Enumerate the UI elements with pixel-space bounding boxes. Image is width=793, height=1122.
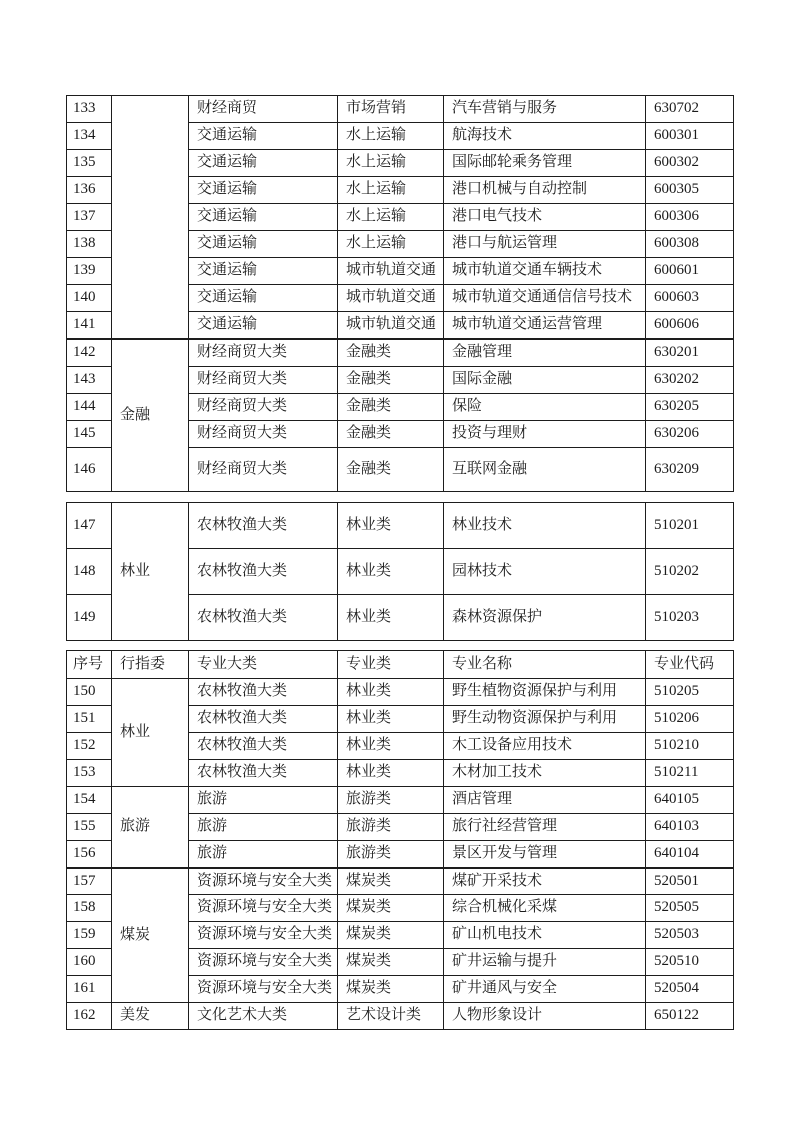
cell-major-class: 金融类: [338, 340, 444, 367]
cell-major-name: 煤矿开采技术: [444, 868, 646, 895]
major-row: [67, 1003, 734, 1030]
cell-major-category: 交通运输: [189, 258, 338, 285]
cell-committee-group: 林业: [112, 679, 189, 787]
cell-major-code: 630206: [646, 421, 734, 448]
cell-serial-no: 144: [67, 394, 112, 421]
cell-committee-group: 美发: [112, 1003, 189, 1030]
cell-major-class: 煤炭类: [338, 895, 444, 922]
cell-major-code: 510211: [646, 760, 734, 787]
cell-major-class: 林业类: [338, 595, 444, 641]
cell-serial-no: 157: [67, 868, 112, 895]
cell-serial-no: 138: [67, 231, 112, 258]
cell-major-class: 艺术设计类: [338, 1003, 444, 1030]
cell-major-name: 木材加工技术: [444, 760, 646, 787]
cell-major-code: 630201: [646, 340, 734, 367]
cell-major-name: 森林资源保护: [444, 595, 646, 641]
cell-major-class: 城市轨道交通: [338, 312, 444, 339]
cell-major-category: 交通运输: [189, 312, 338, 339]
cell-serial-no: 133: [67, 96, 112, 123]
cell-serial-no: 143: [67, 367, 112, 394]
cell-major-class: 林业类: [338, 503, 444, 549]
cell-major-category: 财经商贸大类: [189, 448, 338, 492]
cell-major-class: 煤炭类: [338, 922, 444, 949]
cell-serial-no: 151: [67, 706, 112, 733]
cell-major-name: 人物形象设计: [444, 1003, 646, 1030]
cell-major-name: 矿井运输与提升: [444, 949, 646, 976]
header-committee: 行指委: [112, 651, 189, 679]
cell-major-category: 财经商贸: [189, 96, 338, 123]
cell-serial-no: 135: [67, 150, 112, 177]
cell-major-category: 交通运输: [189, 285, 338, 312]
major-row: [67, 340, 734, 367]
cell-major-category: 资源环境与安全大类: [189, 949, 338, 976]
cell-serial-no: 142: [67, 340, 112, 367]
cell-serial-no: 158: [67, 895, 112, 922]
cell-major-class: 水上运输: [338, 177, 444, 204]
cell-major-class: 旅游类: [338, 787, 444, 814]
cell-major-class: 水上运输: [338, 231, 444, 258]
header-major-name: 专业名称: [444, 651, 646, 679]
cell-major-name: 景区开发与管理: [444, 841, 646, 868]
header-no: 序号: [67, 651, 112, 679]
cell-committee-group: [112, 96, 189, 339]
cell-committee-group: 林业: [112, 503, 189, 641]
cell-major-name: 野生动物资源保护与利用: [444, 706, 646, 733]
cell-major-category: 交通运输: [189, 123, 338, 150]
cell-serial-no: 155: [67, 814, 112, 841]
major-row: [67, 787, 734, 814]
cell-major-code: 600301: [646, 123, 734, 150]
header-major-code: 专业代码: [646, 651, 734, 679]
cell-committee-group: 旅游: [112, 787, 189, 868]
majors-catalog-table: [66, 95, 733, 1030]
cell-major-category: 财经商贸大类: [189, 394, 338, 421]
cell-major-class: 金融类: [338, 421, 444, 448]
cell-major-code: 600302: [646, 150, 734, 177]
cell-major-code: 520503: [646, 922, 734, 949]
cell-major-code: 510205: [646, 679, 734, 706]
cell-major-category: 农林牧渔大类: [189, 706, 338, 733]
cell-major-category: 资源环境与安全大类: [189, 895, 338, 922]
cell-major-name: 酒店管理: [444, 787, 646, 814]
cell-major-name: 港口电气技术: [444, 204, 646, 231]
cell-major-code: 640103: [646, 814, 734, 841]
cell-major-code: 510203: [646, 595, 734, 641]
cell-serial-no: 152: [67, 733, 112, 760]
cell-major-name: 互联网金融: [444, 448, 646, 492]
cell-major-code: 630702: [646, 96, 734, 123]
header-major-class: 专业类: [338, 651, 444, 679]
cell-major-name: 国际金融: [444, 367, 646, 394]
cell-major-class: 林业类: [338, 679, 444, 706]
cell-major-code: 600305: [646, 177, 734, 204]
cell-major-name: 林业技术: [444, 503, 646, 549]
cell-serial-no: 159: [67, 922, 112, 949]
cell-major-class: 林业类: [338, 706, 444, 733]
cell-major-category: 文化艺术大类: [189, 1003, 338, 1030]
cell-major-class: 金融类: [338, 367, 444, 394]
table-block-4: [66, 650, 734, 1030]
cell-major-class: 城市轨道交通: [338, 285, 444, 312]
cell-major-class: 煤炭类: [338, 949, 444, 976]
cell-serial-no: 136: [67, 177, 112, 204]
cell-major-class: 水上运输: [338, 204, 444, 231]
cell-major-class: 林业类: [338, 549, 444, 595]
cell-serial-no: 147: [67, 503, 112, 549]
cell-major-category: 农林牧渔大类: [189, 549, 338, 595]
cell-major-category: 财经商贸大类: [189, 421, 338, 448]
cell-major-category: 财经商贸大类: [189, 340, 338, 367]
cell-serial-no: 134: [67, 123, 112, 150]
cell-major-code: 520504: [646, 976, 734, 1003]
cell-major-category: 交通运输: [189, 177, 338, 204]
major-row: [67, 503, 734, 549]
cell-major-code: 630202: [646, 367, 734, 394]
cell-major-category: 交通运输: [189, 231, 338, 258]
cell-major-category: 农林牧渔大类: [189, 760, 338, 787]
cell-committee-group: 煤炭: [112, 868, 189, 1003]
cell-major-code: 600308: [646, 231, 734, 258]
cell-major-name: 保险: [444, 394, 646, 421]
cell-major-code: 600603: [646, 285, 734, 312]
cell-serial-no: 153: [67, 760, 112, 787]
cell-major-code: 600601: [646, 258, 734, 285]
cell-serial-no: 154: [67, 787, 112, 814]
cell-serial-no: 149: [67, 595, 112, 641]
cell-major-name: 城市轨道交通车辆技术: [444, 258, 646, 285]
major-row: [67, 679, 734, 706]
cell-serial-no: 156: [67, 841, 112, 868]
cell-major-category: 交通运输: [189, 204, 338, 231]
table-block-3: [66, 502, 734, 641]
cell-major-name: 园林技术: [444, 549, 646, 595]
table-block-2: [66, 339, 734, 492]
cell-major-category: 资源环境与安全大类: [189, 976, 338, 1003]
cell-major-code: 630209: [646, 448, 734, 492]
cell-major-name: 矿井通风与安全: [444, 976, 646, 1003]
cell-major-code: 510201: [646, 503, 734, 549]
cell-major-class: 煤炭类: [338, 976, 444, 1003]
cell-serial-no: 148: [67, 549, 112, 595]
cell-serial-no: 139: [67, 258, 112, 285]
cell-serial-no: 137: [67, 204, 112, 231]
cell-major-name: 城市轨道交通通信信号技术: [444, 285, 646, 312]
cell-serial-no: 161: [67, 976, 112, 1003]
cell-serial-no: 146: [67, 448, 112, 492]
cell-major-category: 旅游: [189, 841, 338, 868]
cell-major-name: 野生植物资源保护与利用: [444, 679, 646, 706]
cell-major-class: 林业类: [338, 760, 444, 787]
cell-major-code: 510210: [646, 733, 734, 760]
cell-major-name: 矿山机电技术: [444, 922, 646, 949]
cell-major-class: 林业类: [338, 733, 444, 760]
header-major-category: 专业大类: [189, 651, 338, 679]
cell-major-code: 520501: [646, 868, 734, 895]
cell-major-code: 520510: [646, 949, 734, 976]
cell-major-category: 农林牧渔大类: [189, 733, 338, 760]
cell-major-class: 旅游类: [338, 814, 444, 841]
cell-major-code: 510206: [646, 706, 734, 733]
cell-major-name: 综合机械化采煤: [444, 895, 646, 922]
cell-serial-no: 145: [67, 421, 112, 448]
cell-major-name: 国际邮轮乘务管理: [444, 150, 646, 177]
cell-serial-no: 162: [67, 1003, 112, 1030]
cell-major-code: 600306: [646, 204, 734, 231]
cell-major-code: 520505: [646, 895, 734, 922]
cell-major-name: 旅行社经营管理: [444, 814, 646, 841]
cell-major-class: 金融类: [338, 394, 444, 421]
cell-major-name: 航海技术: [444, 123, 646, 150]
cell-major-category: 旅游: [189, 814, 338, 841]
cell-major-name: 金融管理: [444, 340, 646, 367]
cell-major-category: 农林牧渔大类: [189, 679, 338, 706]
cell-major-class: 市场营销: [338, 96, 444, 123]
cell-major-name: 港口机械与自动控制: [444, 177, 646, 204]
cell-major-name: 木工设备应用技术: [444, 733, 646, 760]
cell-serial-no: 141: [67, 312, 112, 339]
cell-major-class: 水上运输: [338, 123, 444, 150]
cell-committee-group: 金融: [112, 340, 189, 492]
cell-serial-no: 140: [67, 285, 112, 312]
cell-major-code: 650122: [646, 1003, 734, 1030]
cell-major-category: 资源环境与安全大类: [189, 922, 338, 949]
cell-major-category: 财经商贸大类: [189, 367, 338, 394]
cell-major-class: 水上运输: [338, 150, 444, 177]
column-header-row: [67, 651, 734, 679]
cell-major-category: 农林牧渔大类: [189, 503, 338, 549]
cell-major-category: 资源环境与安全大类: [189, 868, 338, 895]
cell-major-name: 港口与航运管理: [444, 231, 646, 258]
cell-serial-no: 160: [67, 949, 112, 976]
cell-major-code: 640105: [646, 787, 734, 814]
cell-major-code: 640104: [646, 841, 734, 868]
cell-major-class: 旅游类: [338, 841, 444, 868]
cell-major-code: 630205: [646, 394, 734, 421]
major-row: [67, 96, 734, 123]
cell-serial-no: 150: [67, 679, 112, 706]
cell-major-name: 城市轨道交通运营管理: [444, 312, 646, 339]
cell-major-class: 金融类: [338, 448, 444, 492]
cell-major-class: 城市轨道交通: [338, 258, 444, 285]
cell-major-name: 投资与理财: [444, 421, 646, 448]
cell-major-class: 煤炭类: [338, 868, 444, 895]
cell-major-category: 农林牧渔大类: [189, 595, 338, 641]
cell-major-code: 600606: [646, 312, 734, 339]
cell-major-category: 交通运输: [189, 150, 338, 177]
cell-major-name: 汽车营销与服务: [444, 96, 646, 123]
major-row: [67, 868, 734, 895]
cell-major-category: 旅游: [189, 787, 338, 814]
cell-major-code: 510202: [646, 549, 734, 595]
table-block-1: [66, 95, 734, 339]
